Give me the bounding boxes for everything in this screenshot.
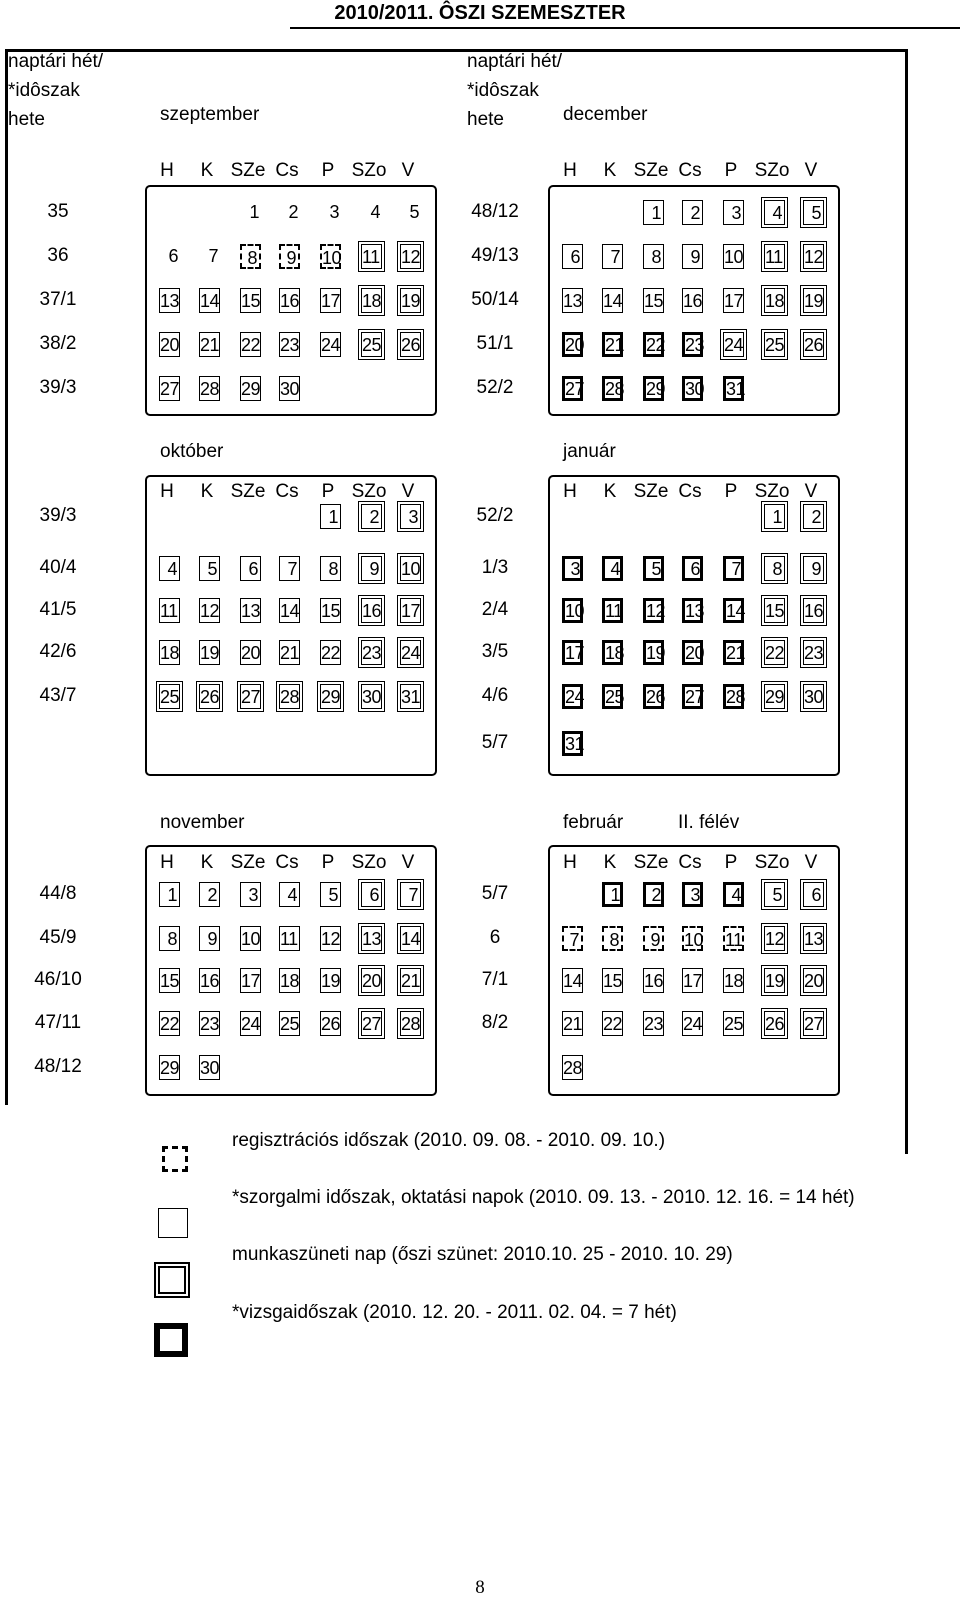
day-cell[interactable]: 31 [723, 376, 744, 401]
week-number: 1/3 [481, 557, 509, 578]
day-cell[interactable]: 18 [361, 288, 382, 313]
legend-dashed-swatch [162, 1146, 188, 1172]
day-cell[interactable]: 12 [320, 926, 341, 951]
day-cell[interactable]: 24 [723, 332, 744, 357]
day-cell[interactable]: 4 [279, 882, 300, 907]
day-cell[interactable]: 1 [159, 882, 180, 907]
day-cell[interactable]: 29 [320, 684, 341, 709]
day-cell[interactable]: 1 [320, 504, 341, 529]
day-cell[interactable]: 29 [764, 684, 785, 709]
day-cell[interactable]: 19 [764, 968, 785, 993]
legend-single-swatch [158, 1208, 188, 1238]
day-header: V [401, 481, 415, 502]
day-header: SZe [230, 160, 266, 181]
day-cell[interactable]: 24 [682, 1011, 703, 1036]
day-cell[interactable]: 17 [562, 640, 583, 665]
week-number: 8/2 [481, 1012, 509, 1033]
day-cell[interactable]: 30 [803, 684, 824, 709]
day-cell[interactable]: 9 [361, 556, 382, 581]
page-title: 2010/2011. ÔSZI SZEMESZTER [334, 2, 626, 24]
day-cell[interactable]: 3 [682, 882, 703, 907]
day-cell[interactable]: 21 [602, 332, 623, 357]
day-cell[interactable]: 1 [643, 200, 664, 225]
day-cell[interactable]: 23 [643, 1011, 664, 1036]
day-cell[interactable]: 9 [279, 244, 300, 269]
day-cell[interactable]: 20 [159, 332, 180, 357]
day-cell[interactable]: 13 [682, 598, 703, 623]
day-cell[interactable]: 2 [682, 200, 703, 225]
day-cell[interactable]: 5 [803, 200, 824, 225]
day-cell[interactable]: 25 [159, 684, 180, 709]
day-header: SZo [754, 852, 790, 873]
day-cell[interactable]: 7 [562, 926, 583, 951]
day-header: H [160, 160, 174, 181]
day-cell[interactable]: 4 [723, 882, 744, 907]
day-cell[interactable]: 17 [723, 288, 744, 313]
day-cell[interactable]: 9 [803, 556, 824, 581]
day-cell[interactable]: 21 [199, 332, 220, 357]
day-header: Cs [678, 481, 702, 502]
day-cell[interactable]: 30 [279, 376, 300, 401]
day-cell[interactable]: 1 [240, 200, 261, 225]
day-cell[interactable]: 10 [240, 926, 261, 951]
day-cell[interactable]: 17 [400, 598, 421, 623]
day-cell[interactable]: 6 [562, 244, 583, 269]
day-header: K [200, 852, 214, 873]
day-cell[interactable]: 16 [643, 968, 664, 993]
day-cell[interactable]: 27 [803, 1011, 824, 1036]
day-cell[interactable]: 12 [764, 926, 785, 951]
day-cell[interactable]: 6 [803, 882, 824, 907]
day-cell[interactable]: 18 [764, 288, 785, 313]
day-cell[interactable]: 13 [159, 288, 180, 313]
day-cell[interactable]: 5 [320, 882, 341, 907]
page-number: 8 [475, 1577, 485, 1598]
week-number: 38/2 [39, 333, 77, 354]
day-cell[interactable]: 20 [240, 640, 261, 665]
day-header: K [200, 481, 214, 502]
day-cell[interactable]: 28 [199, 376, 220, 401]
week-number: 48/12 [34, 1056, 82, 1077]
day-header: P [724, 481, 738, 502]
month-box [145, 475, 437, 776]
day-cell[interactable]: 16 [682, 288, 703, 313]
day-cell[interactable]: 7 [199, 244, 220, 269]
day-header: V [804, 160, 818, 181]
day-header: SZo [754, 160, 790, 181]
week-number: 37/1 [39, 289, 77, 310]
day-cell[interactable]: 14 [279, 598, 300, 623]
day-cell[interactable]: 22 [320, 640, 341, 665]
day-cell[interactable]: 9 [199, 926, 220, 951]
week-number: 2/4 [481, 599, 509, 620]
day-cell[interactable]: 2 [361, 504, 382, 529]
day-cell[interactable]: 19 [803, 288, 824, 313]
day-cell[interactable]: 24 [562, 684, 583, 709]
week-number: 52/2 [476, 505, 514, 526]
day-cell[interactable]: 22 [643, 332, 664, 357]
day-header: Cs [275, 481, 299, 502]
day-cell[interactable]: 18 [602, 640, 623, 665]
day-cell[interactable]: 13 [240, 598, 261, 623]
day-cell[interactable]: 14 [199, 288, 220, 313]
day-cell[interactable]: 29 [159, 1055, 180, 1080]
day-header: V [804, 481, 818, 502]
day-cell[interactable]: 28 [602, 376, 623, 401]
day-cell[interactable]: 15 [764, 598, 785, 623]
day-cell[interactable]: 28 [562, 1055, 583, 1080]
column-header-line-1: naptári hét/ [8, 51, 104, 72]
day-header: H [160, 481, 174, 502]
day-header: Cs [678, 160, 702, 181]
day-cell[interactable]: 20 [361, 968, 382, 993]
day-cell[interactable]: 22 [159, 1011, 180, 1036]
month-name: január [563, 441, 616, 462]
day-cell[interactable]: 23 [279, 332, 300, 357]
week-number: 45/9 [39, 927, 77, 948]
day-header: K [200, 160, 214, 181]
week-number: 51/1 [476, 333, 514, 354]
day-header: K [603, 160, 617, 181]
day-header: H [563, 160, 577, 181]
week-number: 4/6 [481, 685, 509, 706]
day-cell[interactable]: 11 [764, 244, 785, 269]
day-cell[interactable]: 15 [643, 288, 664, 313]
day-cell[interactable]: 15 [320, 598, 341, 623]
day-cell[interactable]: 16 [199, 968, 220, 993]
month-box [548, 475, 840, 776]
day-cell[interactable]: 24 [240, 1011, 261, 1036]
semester-label: II. félév [678, 812, 740, 833]
day-cell[interactable]: 7 [279, 556, 300, 581]
day-cell[interactable]: 30 [199, 1055, 220, 1080]
week-number: 46/10 [34, 969, 82, 990]
day-cell[interactable]: 15 [602, 968, 623, 993]
column-header-right [467, 47, 562, 134]
day-cell[interactable]: 9 [643, 926, 664, 951]
frame-border-right [905, 49, 908, 1154]
day-cell[interactable]: 25 [723, 1011, 744, 1036]
day-cell[interactable]: 19 [320, 968, 341, 993]
day-cell[interactable]: 17 [320, 288, 341, 313]
day-cell[interactable]: 30 [682, 376, 703, 401]
day-cell[interactable]: 13 [803, 926, 824, 951]
day-cell[interactable]: 11 [159, 598, 180, 623]
day-cell[interactable]: 23 [361, 640, 382, 665]
month-name: december [563, 104, 648, 125]
week-number: 7/1 [481, 969, 509, 990]
day-cell[interactable]: 26 [803, 332, 824, 357]
day-cell[interactable]: 15 [159, 968, 180, 993]
day-cell[interactable]: 16 [361, 598, 382, 623]
day-cell[interactable]: 3 [562, 556, 583, 581]
week-number: 6 [489, 927, 501, 948]
day-cell[interactable]: 20 [682, 640, 703, 665]
day-cell[interactable]: 11 [723, 926, 744, 951]
day-cell[interactable]: 8 [764, 556, 785, 581]
day-cell[interactable]: 27 [361, 1011, 382, 1036]
month-name: február [563, 812, 624, 833]
column-header-line-3: hete [8, 109, 45, 130]
day-header: SZe [230, 481, 266, 502]
day-cell[interactable]: 3 [320, 200, 341, 225]
day-cell[interactable]: 6 [240, 556, 261, 581]
day-cell[interactable]: 14 [723, 598, 744, 623]
day-cell[interactable]: 5 [400, 200, 421, 225]
day-cell[interactable]: 11 [279, 926, 300, 951]
day-cell[interactable]: 6 [159, 244, 180, 269]
day-cell[interactable]: 18 [279, 968, 300, 993]
day-cell[interactable]: 22 [764, 640, 785, 665]
day-cell[interactable]: 3 [400, 504, 421, 529]
week-number: 52/2 [476, 377, 514, 398]
day-cell[interactable]: 4 [602, 556, 623, 581]
day-header: SZe [633, 160, 669, 181]
day-cell[interactable]: 26 [199, 684, 220, 709]
day-cell[interactable]: 29 [240, 376, 261, 401]
day-cell[interactable]: 14 [400, 926, 421, 951]
day-cell[interactable]: 22 [240, 332, 261, 357]
day-header: Cs [275, 160, 299, 181]
day-cell[interactable]: 29 [643, 376, 664, 401]
column-header-line-1: naptári hét/ [467, 51, 563, 72]
week-number: 41/5 [39, 599, 77, 620]
day-cell[interactable]: 12 [199, 598, 220, 623]
day-cell[interactable]: 19 [199, 640, 220, 665]
legend-holiday-text: munkaszüneti nap (őszi szünet: 2010.10. 25 - 2010. 10. 29) [232, 1244, 733, 1265]
day-cell[interactable]: 3 [723, 200, 744, 225]
day-cell[interactable]: 22 [602, 1011, 623, 1036]
week-number: 50/14 [471, 289, 519, 310]
day-cell[interactable]: 5 [764, 882, 785, 907]
day-cell[interactable]: 6 [361, 882, 382, 907]
day-cell[interactable]: 27 [159, 376, 180, 401]
day-cell[interactable]: 16 [279, 288, 300, 313]
day-cell[interactable]: 10 [562, 598, 583, 623]
day-cell[interactable]: 24 [320, 332, 341, 357]
day-cell[interactable]: 21 [723, 640, 744, 665]
legend-registration-text: regisztrációs időszak (2010. 09. 08. - 2010. 09. 10.) [232, 1130, 666, 1151]
day-cell[interactable]: 4 [159, 556, 180, 581]
day-cell[interactable]: 5 [199, 556, 220, 581]
day-cell[interactable]: 25 [361, 332, 382, 357]
day-cell[interactable]: 4 [764, 200, 785, 225]
day-cell[interactable]: 15 [240, 288, 261, 313]
day-cell[interactable]: 11 [602, 598, 623, 623]
day-cell[interactable]: 1 [764, 504, 785, 529]
day-cell[interactable]: 26 [400, 332, 421, 357]
day-header: H [563, 852, 577, 873]
week-number: 39/3 [39, 377, 77, 398]
day-header: SZe [633, 852, 669, 873]
day-cell[interactable]: 11 [361, 244, 382, 269]
day-cell[interactable]: 17 [240, 968, 261, 993]
day-cell[interactable]: 10 [400, 556, 421, 581]
day-header: P [724, 852, 738, 873]
day-cell[interactable]: 13 [562, 288, 583, 313]
legend-thick-swatch [154, 1323, 188, 1357]
column-header-line-3: hete [467, 109, 504, 130]
day-cell[interactable]: 21 [400, 968, 421, 993]
week-number: 3/5 [481, 641, 509, 662]
day-cell[interactable]: 18 [723, 968, 744, 993]
day-cell[interactable]: 18 [159, 640, 180, 665]
day-header: K [603, 481, 617, 502]
day-header: P [321, 852, 335, 873]
week-number: 44/8 [39, 883, 77, 904]
month-name: szeptember [160, 104, 260, 125]
day-header: V [401, 852, 415, 873]
day-cell[interactable]: 5 [643, 556, 664, 581]
day-cell[interactable]: 23 [682, 332, 703, 357]
day-cell[interactable]: 30 [361, 684, 382, 709]
day-header: SZo [351, 481, 387, 502]
month-name: november [160, 812, 245, 833]
column-header-line-2: *idôszak [8, 80, 80, 101]
day-cell[interactable]: 19 [643, 640, 664, 665]
day-cell[interactable]: 10 [723, 244, 744, 269]
week-number: 47/11 [34, 1012, 82, 1033]
day-cell[interactable]: 28 [723, 684, 744, 709]
day-header: V [401, 160, 415, 181]
day-header: P [321, 160, 335, 181]
day-cell[interactable]: 27 [562, 376, 583, 401]
day-cell[interactable]: 21 [562, 1011, 583, 1036]
day-cell[interactable]: 10 [682, 926, 703, 951]
day-cell[interactable]: 2 [803, 504, 824, 529]
day-header: SZe [633, 481, 669, 502]
day-cell[interactable]: 25 [602, 684, 623, 709]
day-cell[interactable]: 7 [723, 556, 744, 581]
day-header: K [603, 852, 617, 873]
month-name: október [160, 441, 224, 462]
day-cell[interactable]: 8 [240, 244, 261, 269]
day-cell[interactable]: 13 [361, 926, 382, 951]
day-cell[interactable]: 24 [400, 640, 421, 665]
day-cell[interactable]: 26 [320, 1011, 341, 1036]
day-header: Cs [678, 852, 702, 873]
day-cell[interactable]: 10 [320, 244, 341, 269]
day-cell[interactable]: 6 [682, 556, 703, 581]
day-cell[interactable]: 9 [682, 244, 703, 269]
day-cell[interactable]: 16 [803, 598, 824, 623]
day-cell[interactable]: 7 [400, 882, 421, 907]
day-header: SZe [230, 852, 266, 873]
day-cell[interactable]: 25 [279, 1011, 300, 1036]
day-header: P [321, 481, 335, 502]
legend-study-period-text: *szorgalmi időszak, oktatási napok (2010. 09. 13. - 2010. 12. 16. = 14 hét) [232, 1187, 855, 1208]
legend-double-swatch [158, 1266, 186, 1294]
day-cell[interactable]: 28 [400, 1011, 421, 1036]
day-cell[interactable]: 27 [240, 684, 261, 709]
day-cell[interactable]: 8 [643, 244, 664, 269]
week-number: 39/3 [39, 505, 77, 526]
day-cell[interactable]: 12 [643, 598, 664, 623]
day-cell[interactable]: 14 [562, 968, 583, 993]
day-cell[interactable]: 3 [240, 882, 261, 907]
day-header: Cs [275, 852, 299, 873]
frame-border-top [5, 49, 908, 52]
legend-exam-period-text: *vizsgaidőszak (2010. 12. 20. - 2011. 02. 04. = 7 hét) [232, 1302, 677, 1323]
day-cell[interactable]: 23 [199, 1011, 220, 1036]
week-number: 5/7 [481, 732, 509, 753]
week-number: 35 [47, 201, 69, 222]
day-cell[interactable]: 20 [562, 332, 583, 357]
day-cell[interactable]: 26 [643, 684, 664, 709]
day-cell[interactable]: 8 [159, 926, 180, 951]
week-number: 42/6 [39, 641, 77, 662]
day-cell[interactable]: 8 [320, 556, 341, 581]
week-number: 43/7 [39, 685, 77, 706]
day-cell[interactable]: 31 [400, 684, 421, 709]
day-cell[interactable]: 27 [682, 684, 703, 709]
week-number: 48/12 [471, 201, 519, 222]
day-header: V [804, 852, 818, 873]
day-cell[interactable]: 4 [361, 200, 382, 225]
day-header: SZo [351, 852, 387, 873]
day-cell[interactable]: 8 [602, 926, 623, 951]
day-cell[interactable]: 23 [803, 640, 824, 665]
day-cell[interactable]: 12 [400, 244, 421, 269]
day-cell[interactable]: 25 [764, 332, 785, 357]
day-header: SZo [351, 160, 387, 181]
day-cell[interactable]: 14 [602, 288, 623, 313]
week-number: 36 [47, 245, 69, 266]
day-cell[interactable]: 7 [602, 244, 623, 269]
column-header-left [8, 47, 103, 134]
day-cell[interactable]: 17 [682, 968, 703, 993]
day-header: H [563, 481, 577, 502]
day-cell[interactable]: 28 [279, 684, 300, 709]
day-cell[interactable]: 2 [643, 882, 664, 907]
day-cell[interactable]: 2 [199, 882, 220, 907]
day-header: P [724, 160, 738, 181]
day-cell[interactable]: 21 [279, 640, 300, 665]
day-cell[interactable]: 31 [562, 731, 583, 756]
day-header: SZo [754, 481, 790, 502]
day-cell[interactable]: 12 [803, 244, 824, 269]
week-number: 5/7 [481, 883, 509, 904]
week-number: 49/13 [471, 245, 519, 266]
day-cell[interactable]: 26 [764, 1011, 785, 1036]
title-underline [290, 27, 960, 29]
week-number: 40/4 [39, 557, 77, 578]
day-header: H [160, 852, 174, 873]
day-cell[interactable]: 20 [803, 968, 824, 993]
column-header-line-2: *idôszak [467, 80, 539, 101]
day-cell[interactable]: 1 [602, 882, 623, 907]
day-cell[interactable]: 19 [400, 288, 421, 313]
day-cell[interactable]: 2 [279, 200, 300, 225]
